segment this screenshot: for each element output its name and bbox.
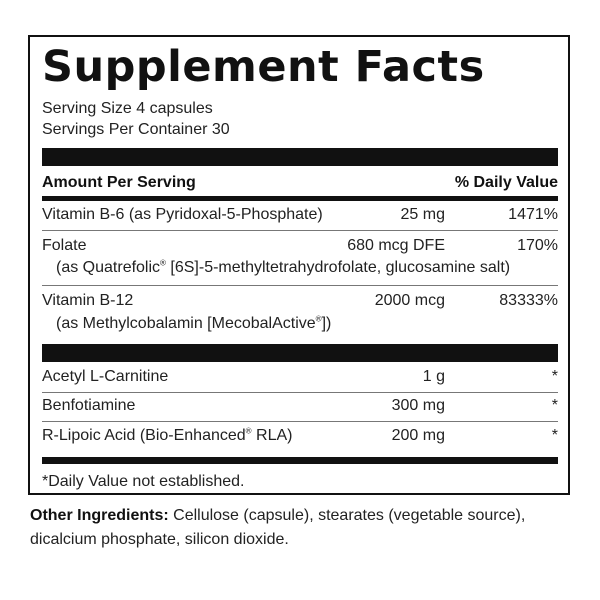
nutrient-amount: 1 g: [422, 368, 445, 385]
nutrient-name: R-Lipoic Acid (Bio-Enhanced® RLA): [42, 426, 293, 444]
nutrient-source: (as Methylcobalamin [MecobalActive®]): [56, 314, 332, 332]
row-divider: [42, 285, 558, 286]
row-divider: [42, 421, 558, 422]
nutrient-amount: 25 mg: [400, 206, 445, 223]
daily-value-label: % Daily Value: [454, 174, 558, 191]
thick-divider-bottom: [42, 457, 558, 464]
nutrient-dv: 83333%: [499, 292, 558, 309]
registered-mark: ®: [315, 314, 322, 324]
nutrient-name: Acetyl L-Carnitine: [42, 368, 169, 385]
nutrient-dv: 1471%: [508, 206, 558, 223]
nutrient-amount: 300 mg: [391, 397, 445, 414]
row-divider: [42, 230, 558, 231]
nutrient-row: [42, 426, 558, 448]
nutrient-name: Vitamin B-6 (as Pyridoxal-5-Phosphate): [42, 206, 323, 223]
nutrient-dv: *: [551, 368, 558, 385]
nutrient-source: (as Quatrefolic® [6S]-5-methyltetrahydrofolate, glucosamine salt): [56, 258, 511, 276]
medium-divider: [42, 196, 558, 201]
nutrient-dv: 170%: [517, 237, 558, 254]
nutrient-dv: *: [551, 397, 558, 414]
servings-per-container: Servings Per Container 30: [42, 121, 230, 138]
other-ingredients: [30, 504, 575, 552]
thick-divider-top: [42, 148, 558, 166]
other-ingredients-label: Other Ingredients:: [30, 507, 169, 524]
daily-value-footnote: *Daily Value not established.: [42, 473, 245, 490]
nutrient-name: Benfotiamine: [42, 397, 136, 414]
registered-mark: ®: [245, 426, 252, 436]
nutrient-amount: 680 mcg DFE: [347, 237, 445, 254]
nutrient-amount: 2000 mcg: [374, 292, 445, 309]
nutrient-dv: *: [551, 427, 558, 444]
nutrient-name: Vitamin B-12: [42, 292, 134, 309]
amount-per-serving-label: Amount Per Serving: [42, 174, 196, 191]
serving-size: Serving Size 4 capsules: [42, 100, 213, 117]
registered-mark: ®: [160, 258, 166, 268]
other-ingredients-text: Cellulose (capsule), stearates (vegetable source), dicalcium phosphate, silicon dioxide.: [30, 507, 526, 548]
panel-title: Supplement Facts: [42, 42, 485, 92]
nutrient-row: [42, 396, 558, 418]
nutrient-amount: 200 mg: [391, 427, 445, 444]
nutrient-row: [42, 367, 558, 389]
nutrient-name: Folate: [42, 237, 87, 254]
nutrient-row: [42, 205, 558, 227]
supplement-facts-panel: [28, 35, 570, 495]
thick-divider-middle: [42, 344, 558, 362]
nutrient-row: [42, 236, 558, 280]
nutrient-row: [42, 291, 558, 335]
row-divider: [42, 392, 558, 393]
